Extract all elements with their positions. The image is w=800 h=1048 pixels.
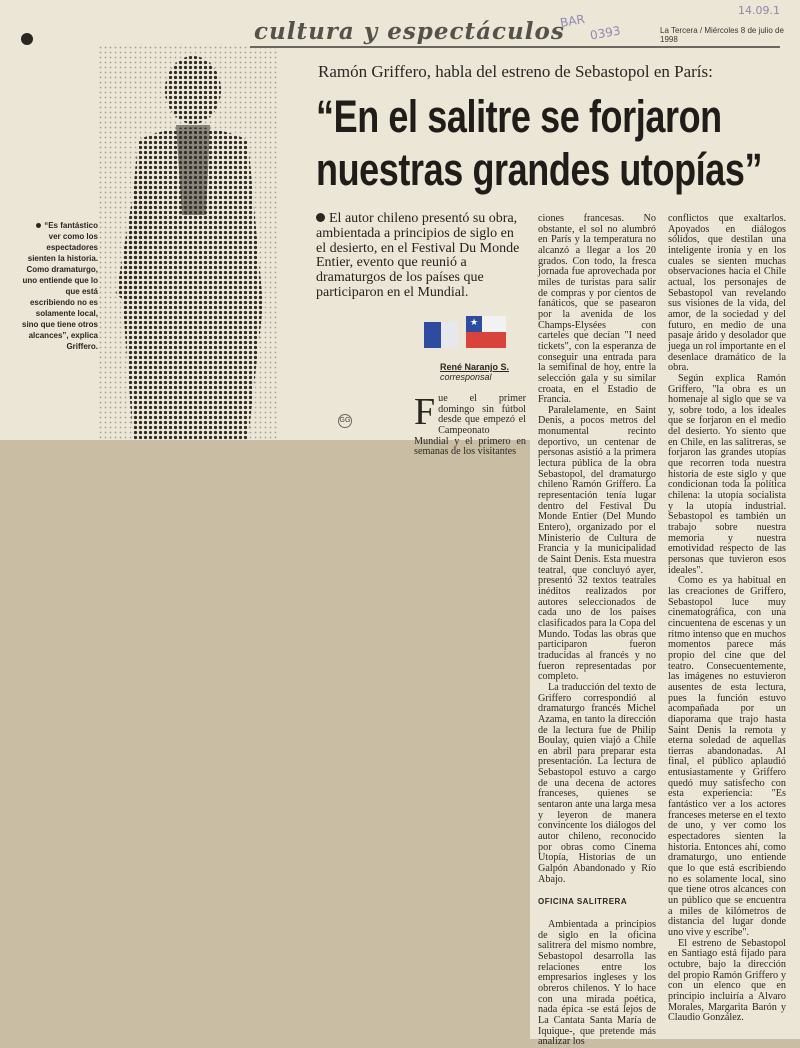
paragraph: Como es ya habitual en las creaciones de Griffero, Sebastopol luce muy cinematográfica, con una cincuentena de escenas y un ritmo intenso que en muchos momentos parece más propio del cine que del teatro. Consecuentemente, las imágenes no estuvieron ausentes de esta lectura, pues la función estuvo acompañada por un diaporama que trajo hasta Saint Denis la remota y eterna soledad de aquellas tierras abandonadas. Al final, el público aplaudió entusiastamente y Griffero quedó muy satisfecho con esta experiencia: "Es fantástico ver a los actores franceses meterse en el texto de uno, y ver como los espectadores sienten la historia. Entonces ahí, como dramaturgo, uno entiende que lo que está escribiendo no es solamente local, sino que tiene otros alcances con un público que se encuentra a miles de kilómetros de distancia del lugar donde uno vive y escribe". [668, 575, 786, 938]
header-rule [250, 46, 780, 48]
body-column-1 [414, 391, 526, 458]
article-lead [316, 212, 526, 301]
paragraph: Paralelamente, en Saint Denis, a pocos metros del monumental recinto deportivo, un centenar de personas asistió a la primera lectura pública de la obra Sebastopol, del dramaturgo chileno Ramón Griffero. La representación tenía lugar dentro del Festival Du Monde Entier (Del Mundo Entero), organizado por el Ministerio de Cultura de Francia y la municipalidad de Saint Denis. Esta muestra teatral, que concluyó ayer, presentó 32 textos teatrales inéditos realizados por autores seleccionados de cada uno de los países clasificados para la Copa del Mundo. Todas las obras que participaron fueron traducidas al francés y no fueron representadas por completo. [538, 404, 656, 683]
bullet-icon [36, 223, 41, 228]
paragraph: El estreno de Sebastopol en Santiago está fijado para octubre, bajo la dirección del propio Ramón Griffero y con un elenco que en principio incluiría a Alvaro Morales, Margarita Barón y Claudio González. [668, 937, 786, 1024]
body-column-3 [668, 214, 786, 1024]
paragraph: conflictos que exaltarlos. Apoyados en diálogos sólidos, que destilan una inteligente ironía y en los cuales se sienten muchas observaciones hacia el Chile actual, los personajes de Sebastopol van revelando sus visiones de la vida, del amor, de la sociedad y del futuro, en medio de una pasaje árido y desolador que juega un rol importante en el desenlace dramático de la obra. [668, 213, 786, 374]
lead-text: El autor chileno presentó su obra, ambientada a principios de siglo en el desierto, en el Festival Du Monde Entier, evento que reunió a dramaturgos de los países que participaron en el Mundial. [316, 211, 520, 300]
pull-quote-text: “Es fantástico ver como los espectadores sienten la historia. Como dramaturgo, uno entiende que lo que está escribiendo no es solamente local, sino que tiene otros alcances”, explica Griffero. [22, 221, 99, 351]
stamp-mark: GG [338, 414, 352, 428]
dateline: La Tercera / Miércoles 8 de julio de 1998 [660, 26, 784, 44]
flags-graphic [424, 316, 508, 354]
paragraph: Según explica Ramón Griffero, "la obra es un homenaje al siglo que se va y, sobre todo, a los ideales que se forjaron en el medio del desierto. Yo siento que en Chile, en las salitreras, se forjaron las grandes utopías que recorren toda nuestra historia de este siglo y que condicionan toda la política chilena: la utopía socialista y la utopía industrial. Sebastopol es también un trabajo sobre nuestra memoria y nuestra emotividad respecto de las personas que tuvieron esos ideales". [668, 372, 786, 576]
subhead: OFICINA SALITRERA [538, 897, 628, 907]
bullet-icon [316, 213, 325, 222]
paragraph: ciones francesas. No obstante, el sol no alumbró en París y la temperatura no alcanzó a llegar a los 20 grados. Con todo, la fresca jornada fue aprovechada por miles de turistas para salir de compras y por cientos de fanáticos, que se pasearon por la avenida de los Champs-Elysées con carteles que decían "I need tickets", con la esperanza de conseguir una entrada para la semifinal de hoy, entre la selección gala y su similar croata, en el Estadio de Francia. [538, 213, 656, 406]
portrait-photo [98, 45, 278, 440]
pull-quote [22, 220, 98, 352]
paragraph: Ambientada a principios de siglo en la oficina salitrera del mismo nombre, Sebastopol desarrolla las relaciones entre los empresarios ingleses y los obreros chilenos. Y lo hace con una mirada poética, nada épica -se está lejos de La Cantata Santa María de Iquique-, que pretende más analizar los [538, 919, 656, 1048]
article-headline [316, 90, 763, 196]
byline-role: corresponsal [440, 372, 492, 382]
handwritten-note: 14.09.1 [738, 4, 780, 17]
handwritten-note: 0393 [589, 23, 622, 43]
paragraph: ue el primer domingo sin fútbol desde que empezó el Campeonato Mundial y el primero en semanas de los visitantes [414, 393, 526, 458]
chile-flag-icon: ★ [466, 316, 506, 348]
france-flag-icon [424, 322, 458, 348]
portrait-photo-graphic [98, 45, 278, 440]
article-kicker: Ramón Griffero, habla del estreno de Sebastopol en París: [318, 62, 713, 81]
byline [440, 362, 509, 382]
handwritten-note: BAR [558, 11, 586, 31]
body-column-2 [538, 214, 656, 1048]
headline-line: nuestras grandes utopías” [316, 144, 763, 195]
paragraph: La traducción del texto de Griffero correspondió al dramaturgo francés Michel Azama, en tanto la dirección de la lectura fue de Philip Boulay, quien viajó a Chile en abril para preparar esta presentación. La lectura de Sebastopol estuvo a cargo de una decena de actores franceses, quienes se sentaron ante una larga mesa y leyeron de manera convincente los diálogos del autor chileno, reconocido por obras como Cinema Utopía, Historias de un Galpón Abandonado y Río Abajo. [538, 681, 656, 885]
bullet-icon [21, 33, 33, 45]
drop-cap: F [414, 391, 436, 433]
byline-name: René Naranjo S. [440, 362, 510, 372]
section-title: cultura y espectáculos [254, 18, 565, 45]
headline-line: “En el salitre se forjaron [316, 91, 722, 142]
